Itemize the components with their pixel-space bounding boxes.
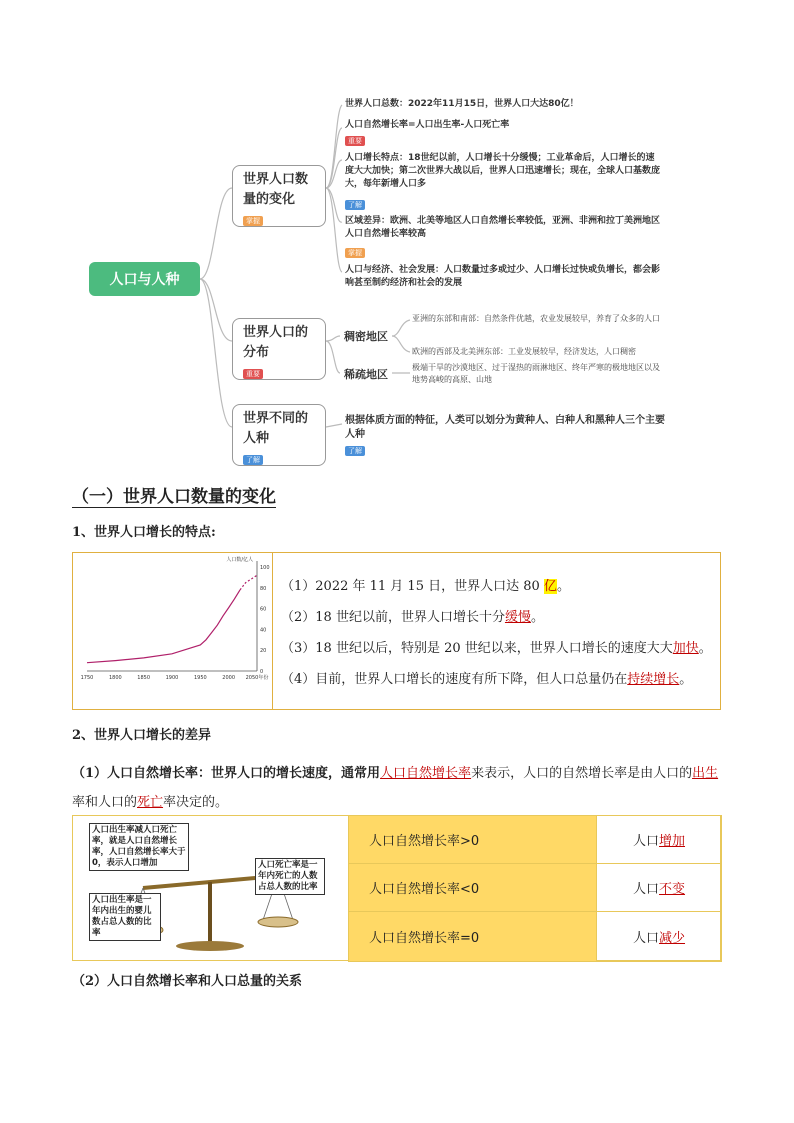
label-natural-growth: 人口出生率减人口死亡率，就是人口自然增长率，人口自然增长率大于0，表示人口增加 bbox=[89, 823, 189, 871]
key-yi: 亿 bbox=[543, 579, 557, 594]
leaf-dense-europe: 欧洲的西部及北美洲东部：工业发展较早，经济发达，人口稠密 bbox=[412, 347, 636, 356]
leaf-sparse-areas: 极端干旱的沙漠地区、过于湿热的雨淋地区、终年严寒的极地地区以及地势高峻的高原、山地 bbox=[412, 363, 660, 384]
y-tick-label: 100 bbox=[260, 565, 270, 571]
point-2: （2）18 世纪以前，世界人口增长十分缓慢。 bbox=[281, 610, 544, 625]
point-1: （1）2022 年 11 月 15 日，世界人口达 80 亿。 bbox=[281, 579, 570, 594]
key-faster: 加快 bbox=[672, 641, 699, 656]
population-line bbox=[87, 590, 240, 663]
leaf-growth-features: 人口增长特点：18世纪以前，人口增长十分缓慢；工业革命后，人口增长的速度大大加快；第二次世界大战以后，世界人口迅速增长；现在，全球人口基数庞大，每年新增人口多 bbox=[345, 153, 661, 189]
y-tick-label: 60 bbox=[260, 606, 267, 613]
node-tag: 了解 bbox=[243, 455, 263, 465]
natural-growth-paragraph: （1）人口自然增长率：世界人口的增长速度，通常用人口自然增长率来表示，人口的自然增长率是由人口的出生率和人口的死亡率决定的。 bbox=[72, 766, 719, 810]
mindmap-node-population-change bbox=[232, 165, 326, 227]
x-tick-label: 1950 bbox=[193, 675, 207, 681]
leaf-tag: 了解 bbox=[345, 200, 365, 210]
key-death: 死亡 bbox=[137, 795, 164, 810]
growth-features-box bbox=[72, 552, 721, 710]
result-cell: 人口不变 bbox=[597, 864, 722, 912]
key-natural-growth-rate: 人口自然增长率 bbox=[380, 766, 472, 781]
key-continue-growth: 持续增长 bbox=[627, 672, 680, 687]
key-slow: 缓慢 bbox=[504, 610, 531, 625]
y-axis-label: 人口数/亿人 bbox=[226, 557, 253, 563]
section-heading: （一）世界人口数量的变化 bbox=[72, 482, 276, 508]
leaf-tag: 掌握 bbox=[345, 248, 365, 258]
y-tick-label: 40 bbox=[260, 627, 267, 634]
subheading-rate-total-relation: （2）人口自然增长率和人口总量的关系 bbox=[72, 974, 303, 989]
sub-sparse-regions: 稀疏地区 bbox=[344, 368, 388, 381]
x-tick-label: 2000 bbox=[222, 675, 236, 681]
leaf-tag: 了解 bbox=[345, 446, 365, 456]
mindmap-node-population-distribution bbox=[232, 318, 326, 380]
leaf-tag: 重要 bbox=[345, 136, 365, 146]
balance-illustration bbox=[73, 816, 348, 960]
node-title: 世界人口的分布 bbox=[243, 325, 309, 360]
mindmap-node-races bbox=[232, 404, 326, 466]
population-chart bbox=[73, 553, 272, 709]
leaf-regional-difference: 区域差异：欧洲、北美等地区人口自然增长率较低，亚洲、非洲和拉丁美洲地区人口自然增长率较高 bbox=[345, 216, 661, 239]
label-death-rate: 人口死亡率是一年内死亡的人数占总人数的比率 bbox=[255, 858, 325, 895]
leaf-total-population: 世界人口总数：2022年11月15日，世界人口大达80亿！ bbox=[345, 99, 579, 109]
y-tick-label: 80 bbox=[260, 585, 267, 592]
result-cell: 人口增加 bbox=[597, 816, 722, 864]
x-tick-label: 1750 bbox=[80, 675, 94, 681]
projection-line bbox=[240, 575, 257, 590]
node-tag: 重要 bbox=[243, 369, 263, 379]
subheading-growth-features: 1、世界人口增长的特点: bbox=[72, 525, 216, 540]
leaf-dense-asia: 亚洲的东部和南部：自然条件优越，农业发展较早，养育了众多的人口 bbox=[412, 314, 660, 323]
cond-cell: 人口自然增长率=0 bbox=[349, 912, 597, 962]
key-birth: 出生 bbox=[692, 766, 719, 781]
node-title: 世界人口数量的变化 bbox=[243, 172, 309, 207]
x-tick-label: 2050年份 bbox=[245, 675, 269, 681]
subheading-growth-difference: 2、世界人口增长的差异 bbox=[72, 728, 212, 743]
x-tick-label: 1850 bbox=[137, 675, 151, 681]
cond-cell: 人口自然增长率<0 bbox=[349, 864, 597, 912]
point-3: （3）18 世纪以后，特别是 20 世纪以来，世界人口增长的速度大大加快。 bbox=[281, 641, 712, 656]
node-title: 世界不同的人种 bbox=[243, 411, 309, 446]
point-4: （4）目前，世界人口增长的速度有所下降，但人口总量仍在持续增长。 bbox=[281, 672, 693, 687]
x-tick-label: 1800 bbox=[108, 675, 122, 681]
growth-rate-table bbox=[348, 815, 722, 962]
label-birth-rate: 人口出生率是一年内出生的婴儿数占总人数的比率 bbox=[89, 893, 161, 941]
sub-dense-regions: 稠密地区 bbox=[344, 330, 388, 343]
growth-points bbox=[281, 571, 721, 695]
node-tag: 掌握 bbox=[243, 216, 263, 226]
y-tick-label: 0 bbox=[260, 669, 264, 675]
mindmap-root: 人口与人种 bbox=[89, 262, 200, 296]
cond-cell: 人口自然增长率>0 bbox=[349, 816, 597, 864]
result-cell: 人口减少 bbox=[597, 912, 722, 962]
leaf-population-economy: 人口与经济、社会发展：人口数量过多或过少、人口增长过快或负增长，都会影响甚至制约经济和社会的发展 bbox=[345, 265, 661, 288]
y-tick-label: 20 bbox=[260, 648, 267, 655]
x-tick-label: 1900 bbox=[165, 675, 179, 681]
leaf-growth-rate-formula: 人口自然增长率=人口出生率-人口死亡率 bbox=[345, 120, 510, 130]
chart-cell bbox=[73, 553, 273, 709]
balance-box bbox=[72, 815, 721, 961]
leaf-races: 根据体质方面的特征，人类可以划分为黄种人、白种人和黑种人三个主要人种 bbox=[345, 415, 665, 440]
